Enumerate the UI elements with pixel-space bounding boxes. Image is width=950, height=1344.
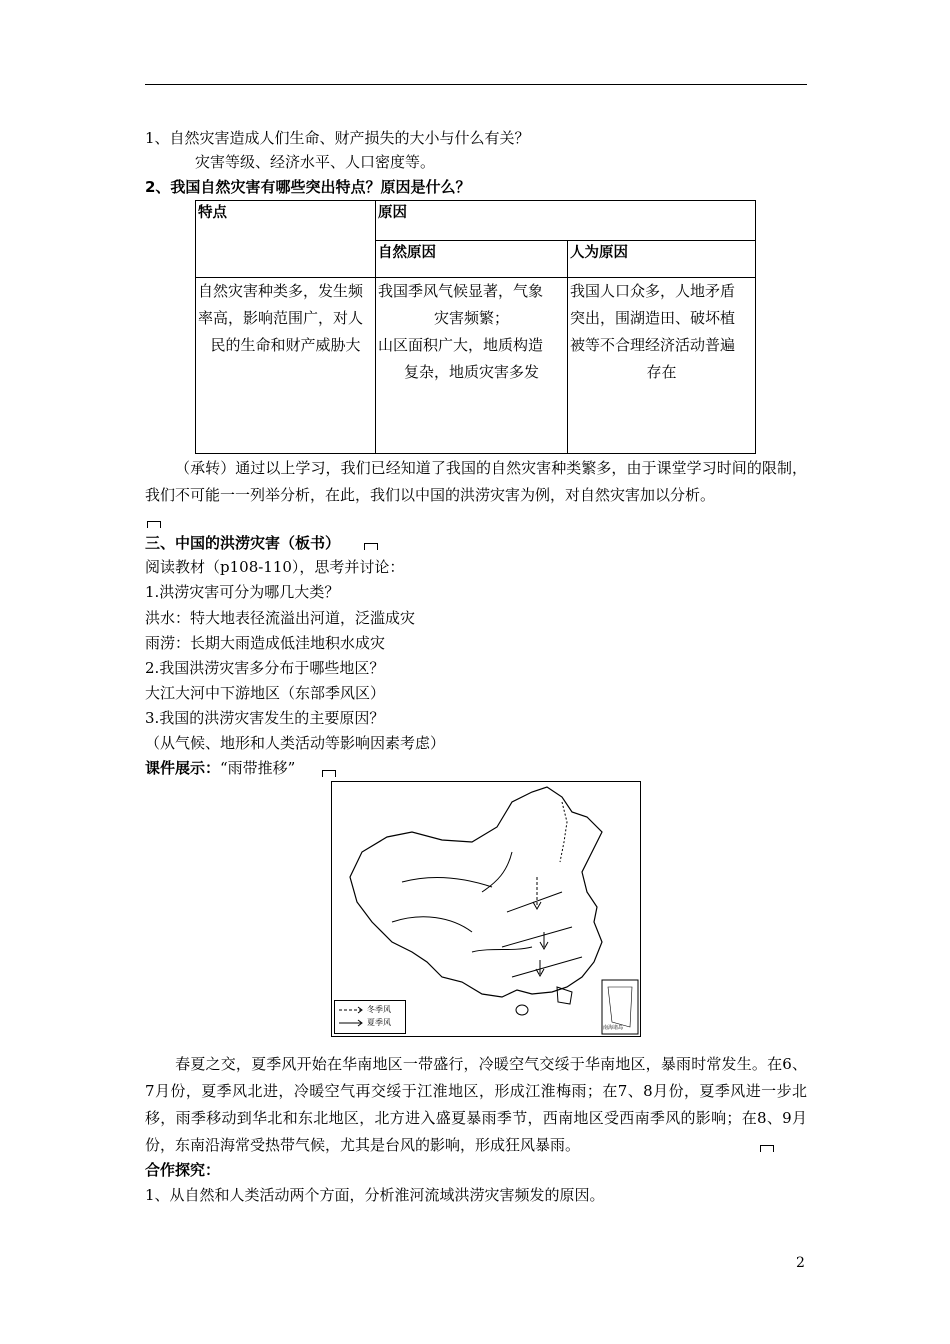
rain-belt-map bbox=[331, 781, 641, 1037]
china-map-outline bbox=[332, 782, 640, 1036]
question-2: 2、我国自然灾害有哪些突出特点？原因是什么？ bbox=[145, 178, 471, 196]
read-instruction: 阅读教材（p108-110），思考并讨论： bbox=[145, 558, 405, 576]
paragraph-mark-icon bbox=[322, 770, 336, 777]
natural-line: 灾害频繁； bbox=[433, 309, 509, 327]
courseware-label: 课件展示： bbox=[145, 759, 221, 777]
disaster-features-table bbox=[195, 200, 756, 454]
legend-summer: 夏季风 bbox=[367, 1018, 391, 1027]
inset-label: 南海诸岛 bbox=[603, 1025, 624, 1031]
cell-human bbox=[568, 278, 756, 454]
rain-belt-paragraph bbox=[145, 1051, 807, 1159]
section-3-item: 2.我国洪涝灾害多分布于哪些地区？ bbox=[145, 659, 385, 677]
cell-features bbox=[196, 278, 376, 454]
paragraph-mark-icon bbox=[364, 543, 378, 550]
header-features: 特点 bbox=[196, 201, 376, 278]
courseware-title: “雨带推移” bbox=[220, 759, 296, 777]
header-human-reasons: 人为原因 bbox=[568, 241, 756, 278]
human-line: 突出，围湖造田、破坏植 bbox=[570, 309, 736, 327]
courseware-line bbox=[145, 757, 295, 779]
transition-paragraph bbox=[145, 455, 807, 509]
header-rule bbox=[145, 84, 807, 85]
transition-text: （承转）通过以上学习，我们已经知道了我国的自然灾害种类繁多，由于课堂学习时间的限制，我们不可能一一列举分析，在此，我们以中国的洪涝灾害为例，对自然灾害加以分析。 bbox=[145, 459, 807, 504]
cooperation-title: 合作探究： bbox=[145, 1161, 221, 1179]
features-line: 民的生命和财产威胁大 bbox=[210, 336, 361, 354]
section-3-item: 3.我国的洪涝灾害发生的主要原因？ bbox=[145, 709, 385, 727]
page-number: 2 bbox=[796, 1255, 805, 1271]
natural-line: 复杂，地质灾害多发 bbox=[403, 363, 539, 381]
human-line: 存在 bbox=[646, 363, 677, 381]
header-natural-reasons: 自然原因 bbox=[376, 241, 568, 278]
human-line: 我国人口众多，人地矛盾 bbox=[570, 282, 736, 300]
section-3-title: 三、中国的洪涝灾害（板书） bbox=[145, 534, 341, 552]
legend-winter: 冬季风 bbox=[367, 1005, 391, 1014]
section-3-item: 大江大河中下游地区（东部季风区） bbox=[145, 684, 386, 702]
section-3-item: 雨涝：长期大雨造成低洼地积水成灾 bbox=[145, 634, 386, 652]
section-3-item: （从气候、地形和人类活动等影响因素考虑） bbox=[145, 734, 446, 752]
section-3-item: 洪水：特大地表径流溢出河道，泛滥成灾 bbox=[145, 609, 416, 627]
section-3-item: 1.洪涝灾害可分为哪几大类？ bbox=[145, 583, 340, 601]
answer-1: 灾害等级、经济水平、人口密度等。 bbox=[195, 153, 436, 171]
map-legend bbox=[334, 1000, 406, 1034]
natural-line: 我国季风气候显著，气象 bbox=[378, 282, 544, 300]
header-reasons: 原因 bbox=[376, 201, 756, 241]
features-line: 自然灾害种类多，发生频 bbox=[198, 282, 364, 300]
cell-natural bbox=[376, 278, 568, 454]
rain-belt-text: 春夏之交，夏季风开始在华南地区一带盛行，冷暖空气交绥于华南地区，暴雨时常发生。在6、7月份，夏季风北进，冷暖空气再交绥于江淮地区，形成江淮梅雨；在7、8月份，夏季风进一步北移，雨季移动到华北和东北地区，北方进入盛夏暴雨季节，西南地区受西南季风的影响；在8、9月份，东南沿海常受热带气候，尤其是台风的影响，形成狂风暴雨。 bbox=[145, 1055, 807, 1154]
cooperation-item: 1、从自然和人类活动两个方面，分析淮河流域洪涝灾害频发的原因。 bbox=[145, 1186, 605, 1204]
natural-line: 山区面积广大，地质构造 bbox=[378, 336, 544, 354]
paragraph-mark-icon bbox=[147, 521, 161, 528]
paragraph-mark-icon bbox=[760, 1145, 774, 1152]
human-line: 被等不合理经济活动普遍 bbox=[570, 336, 736, 354]
question-1: 1、自然灾害造成人们生命、财产损失的大小与什么有关？ bbox=[145, 129, 530, 147]
features-line: 率高，影响范围广，对人 bbox=[198, 309, 364, 327]
